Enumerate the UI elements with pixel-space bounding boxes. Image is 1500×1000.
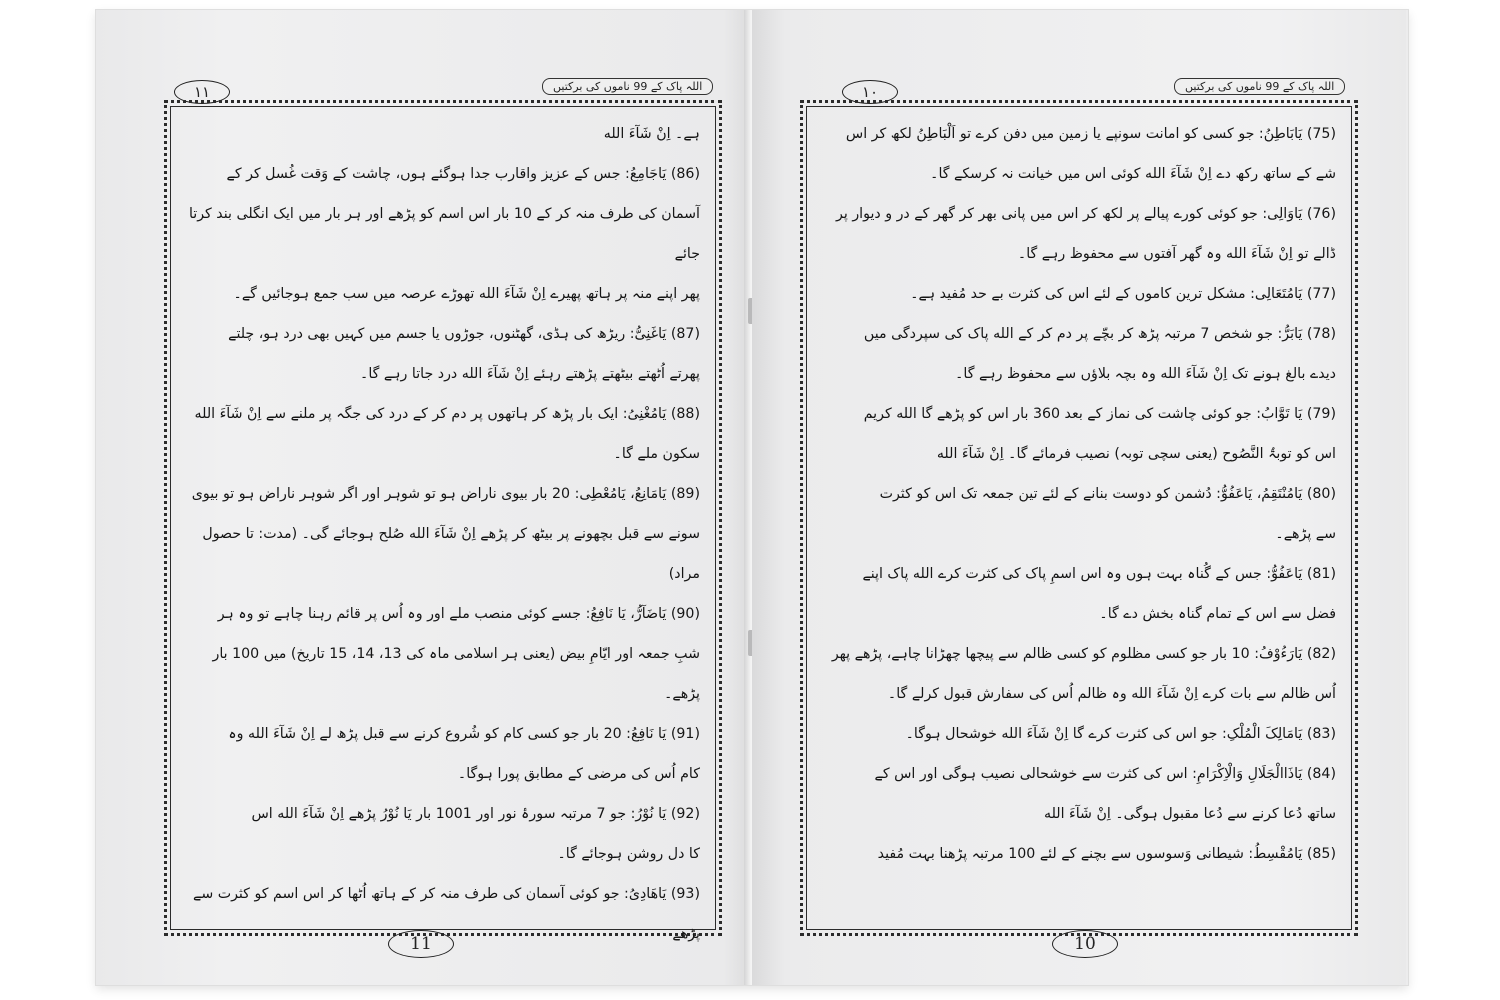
text-line: (83) یَامَالِکَ الْمُلْکِ: جو اس کی کثرت کرے گا اِنْ شَآءَ الله خوشحال ہوگا۔ — [905, 726, 1336, 742]
text-line: کا دل روشن ہوجائے گا۔ — [557, 846, 700, 862]
text-line: کام اُس کی مرضی کے مطابق پورا ہوگا۔ — [457, 766, 700, 782]
text-line: (91) یَا نَافِعُ: 20 بار جو کسی کام کو شُروع کرنے سے قبل پڑھ لے اِنْ شَآءَ الله وہ — [228, 726, 700, 742]
text-line: (80) یَامُنْتَقِمُ، یَاعَفُوُّ: دُشمن کو دوست بنانے کے لئے تین جمعہ تک اس کو کثرت — [879, 486, 1336, 502]
running-header: اللہ پاک کے 99 ناموں کی برکتیں — [542, 78, 713, 95]
text-line: (75) یَابَاطِنُ: جو کسی کو امانت سونپے یا زمین میں دفن کرے تو اَلْبَاطِنُ لکھ کر اس — [845, 126, 1336, 142]
text-line: (78) یَابَرُّ: جو شخص 7 مرتبہ پڑھ کر بچّے پر دم کر کے الله پاک کی سپردگی میں — [863, 326, 1336, 342]
text-line: شبِ جمعہ اور ایّامِ بیض (یعنی ہر اسلامی ماہ کی 13، 14، 15 تاریخ) میں 100 بار پڑھے۔ — [212, 646, 700, 702]
text-line: (88) یَامُغْنِیُ: ایک بار پڑھ کر ہاتھوں پر دم کر کے درد کی جگہ پر ملنے سے اِنْ شَآءَ الله — [194, 406, 700, 422]
text-line: اُس ظالم سے بات کرے اِنْ شَآءَ الله وہ ظالم اُس کی سفارش قبول کرلے گا۔ — [887, 686, 1336, 702]
text-line: پھر اپنے منہ پر ہاتھ پھیرے اِنْ شَآءَ الله تھوڑے عرصہ میں سب جمع ہوجائیں گے۔ — [233, 286, 700, 302]
text-line: شے کے ساتھ رکھ دے اِنْ شَآءَ الله کوئی اس میں خیانت نہ کرسکے گا۔ — [930, 166, 1336, 182]
text-line: ہے۔ اِنْ شَآءَ الله — [603, 126, 700, 142]
text-line: دیدے بالغ ہونے تک اِنْ شَآءَ الله وہ بچہ بلاؤں سے محفوظ رہے گا۔ — [955, 366, 1336, 382]
page-number-top: ۱۱ — [174, 80, 230, 104]
open-booklet — [96, 10, 1408, 985]
text-line: (84) یَاذَاالْجَلَالِ وَالْاِکْرَامِ: اس کی کثرت سے خوشحالی نصیب ہوگی اور اس کے — [874, 766, 1336, 782]
text-line: (82) یَارَءُوْفُ: 10 بار جو کسی مظلوم کو کسی ظالم سے پیچھا چھڑانا چاہے، پڑھے پھر — [831, 646, 1336, 662]
running-header: اللہ پاک کے 99 ناموں کی برکتیں — [1174, 78, 1345, 95]
text-line: (86) یَاجَامِعُ: جس کے عزیز واقارب جدا ہوگئے ہوں، چاشت کے وَقت غُسل کر کے — [226, 166, 700, 182]
page-number-top: ۱۰ — [842, 80, 898, 104]
text-line: (76) یَاوَالِی: جو کوئی کورے پیالے پر لکھ کر اس میں پانی بھر کر گھر کے در و دیوار پر — [836, 206, 1336, 222]
text-line: (87) یَاغَنِیُّ: ریڑھ کی ہڈی، گھٹنوں، جوڑوں یا جسم میں کہیں بھی درد ہو، چلتے — [228, 326, 700, 342]
text-line: سے پڑھے۔ — [1275, 526, 1336, 542]
text-line: (93) یَاهَادِیُ: جو کوئی آسمان کی طرف منہ کر کے ہاتھ اُٹھا کر اس اسم کو کثرت سے پڑھے — [193, 886, 700, 942]
page-text — [180, 114, 700, 942]
text-line: (92) یَا نُوْرُ: جو 7 مرتبہ سورۂ نور اور 1001 بار یَا نُوْرُ پڑھے اِنْ شَآءَ الله اس — [251, 806, 700, 822]
page-number-bottom: 11 — [388, 930, 454, 958]
text-line: (81) یَاعَفُوُّ: جس کے گُناہ بہت ہوں وہ اس اسمِ پاک کی کثرت کرے الله پاک اپنے — [862, 566, 1336, 582]
text-line: آسمان کی طرف منہ کر کے 10 بار اس اسم کو پڑھے اور ہر بار میں ایک انگلی بند کرتا جائے — [188, 206, 700, 262]
text-line: فضل سے اس کے تمام گناہ بخش دے گا۔ — [1099, 606, 1336, 622]
text-line: (85) یَامُقْسِطُ: شیطانی وَسوسوں سے بچنے کے لئے 100 مرتبہ پڑھنا بہت مُفید — [877, 846, 1336, 862]
left-page — [96, 10, 750, 985]
text-line: مراد) — [668, 566, 700, 582]
page-text — [816, 114, 1336, 920]
text-line: (77) یَامُتَعَالِی: مشکل ترین کاموں کے لئے اس کی کثرت بے حد مُفید ہے۔ — [910, 286, 1336, 302]
text-line: اس کو توبۃُ النَّصُوح (یعنی سچی توبہ) نصیب فرمائے گا۔ اِنْ شَآءَ الله — [936, 446, 1336, 462]
text-line: (90) یَاضَآرُّ، یَا نَافِعُ: جسے کوئی منصب ملے اور وہ اُس پر قائم رہنا چاہے تو وہ ہر — [217, 606, 700, 622]
page-number-bottom: 10 — [1052, 930, 1118, 958]
text-line: سکون ملے گا۔ — [613, 446, 700, 462]
text-line: (89) یَامَانِعُ، یَامُعْطِی: 20 بار بیوی ناراض ہو تو شوہر اور اگر شوہر ناراض ہو تو بیوی — [191, 486, 700, 502]
text-line: ساتھ دُعا کرنے سے دُعا مقبول ہوگی۔ اِنْ شَآءَ الله — [1043, 806, 1336, 822]
text-line: (79) یَا تَوَّابُ: جو کوئی چاشت کی نماز کے بعد 360 بار اس کو پڑھے گا الله کریم — [863, 406, 1336, 422]
right-page — [752, 10, 1406, 985]
text-line: پھرتے اُٹھتے بیٹھتے پڑھتے رہئے اِنْ شَآءَ الله درد جاتا رہے گا۔ — [360, 366, 700, 382]
text-line: سونے سے قبل بچھونے پر بیٹھ کر پڑھے اِنْ شَآءَ الله صُلح ہوجائے گی۔ (مدت: تا حصول — [202, 526, 700, 542]
text-line: ڈالے تو اِنْ شَآءَ الله وہ گھر آفتوں سے محفوظ رہے گا۔ — [1017, 246, 1336, 262]
